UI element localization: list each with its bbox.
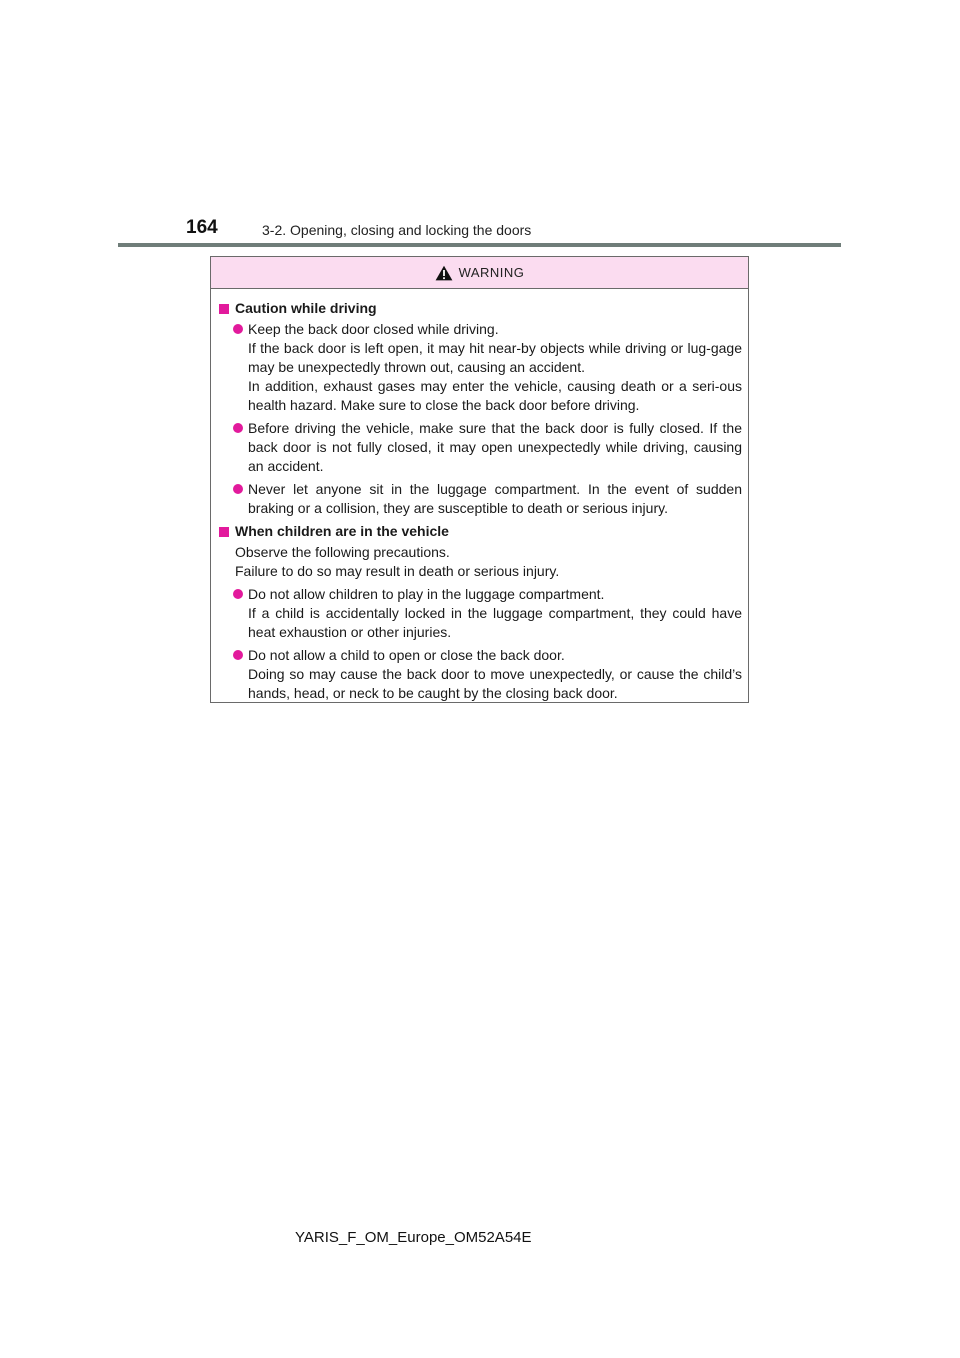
header-rule — [118, 243, 841, 247]
section-intro — [219, 543, 742, 581]
warning-triangle-icon — [435, 265, 453, 281]
warning-box — [210, 256, 749, 703]
item-line: If the back door is left open, it may hit near-by objects while driving or lug-gage may be unexpectedly thrown out, causing an accident. — [248, 340, 742, 375]
square-bullet-icon — [219, 527, 229, 537]
section-heading-text: When children are in the vehicle — [235, 523, 449, 539]
warning-section-children-in-vehicle — [219, 522, 742, 703]
square-bullet-icon — [219, 304, 229, 314]
item-line: Do not allow a child to open or close the back door. — [248, 647, 565, 663]
warning-item-text — [248, 646, 742, 703]
round-bullet-icon — [233, 423, 243, 433]
warning-item — [219, 585, 742, 642]
warning-header — [211, 257, 748, 289]
item-line: Before driving the vehicle, make sure that the back door is fully closed. If the back door is not fully closed, it may open unexpectedly while driving, causing an accident. — [248, 420, 742, 474]
warning-item — [219, 646, 742, 703]
warning-item — [219, 419, 742, 476]
warning-item-text — [248, 585, 742, 642]
warning-item-text — [248, 419, 742, 476]
round-bullet-icon — [233, 589, 243, 599]
intro-line: Observe the following precautions. — [235, 544, 450, 560]
round-bullet-icon — [233, 650, 243, 660]
warning-section-caution-while-driving — [219, 299, 742, 518]
item-line: Never let anyone sit in the luggage compartment. In the event of sudden braking or a collision, they are susceptible to death or serious injury. — [248, 481, 742, 516]
warning-item-text — [248, 480, 742, 518]
warning-item — [219, 480, 742, 518]
item-line: Do not allow children to play in the luggage compartment. — [248, 586, 605, 602]
round-bullet-icon — [233, 324, 243, 334]
section-title: 3-2. Opening, closing and locking the doors — [262, 222, 532, 238]
warning-body — [211, 289, 748, 703]
intro-line: Failure to do so may result in death or serious injury. — [235, 563, 560, 579]
item-line: Doing so may cause the back door to move unexpectedly, or cause the child’s hands, head, or neck to be caught by the closing back door. — [248, 666, 742, 701]
item-line: If a child is accidentally locked in the luggage compartment, they could have heat exhaustion or other injuries. — [248, 605, 742, 640]
section-heading — [219, 299, 742, 318]
document-code: YARIS_F_OM_Europe_OM52A54E — [295, 1229, 532, 1246]
item-line: Keep the back door closed while driving. — [248, 321, 499, 337]
round-bullet-icon — [233, 484, 243, 494]
section-heading — [219, 522, 742, 541]
warning-item — [219, 320, 742, 415]
page-number: 164 — [186, 217, 218, 238]
warning-item-text — [248, 320, 742, 415]
warning-label: WARNING — [458, 265, 525, 280]
item-line: In addition, exhaust gases may enter the vehicle, causing death or a seri-ous health hazard. Make sure to close the back door before driving. — [248, 378, 742, 413]
section-heading-text: Caution while driving — [235, 300, 377, 316]
